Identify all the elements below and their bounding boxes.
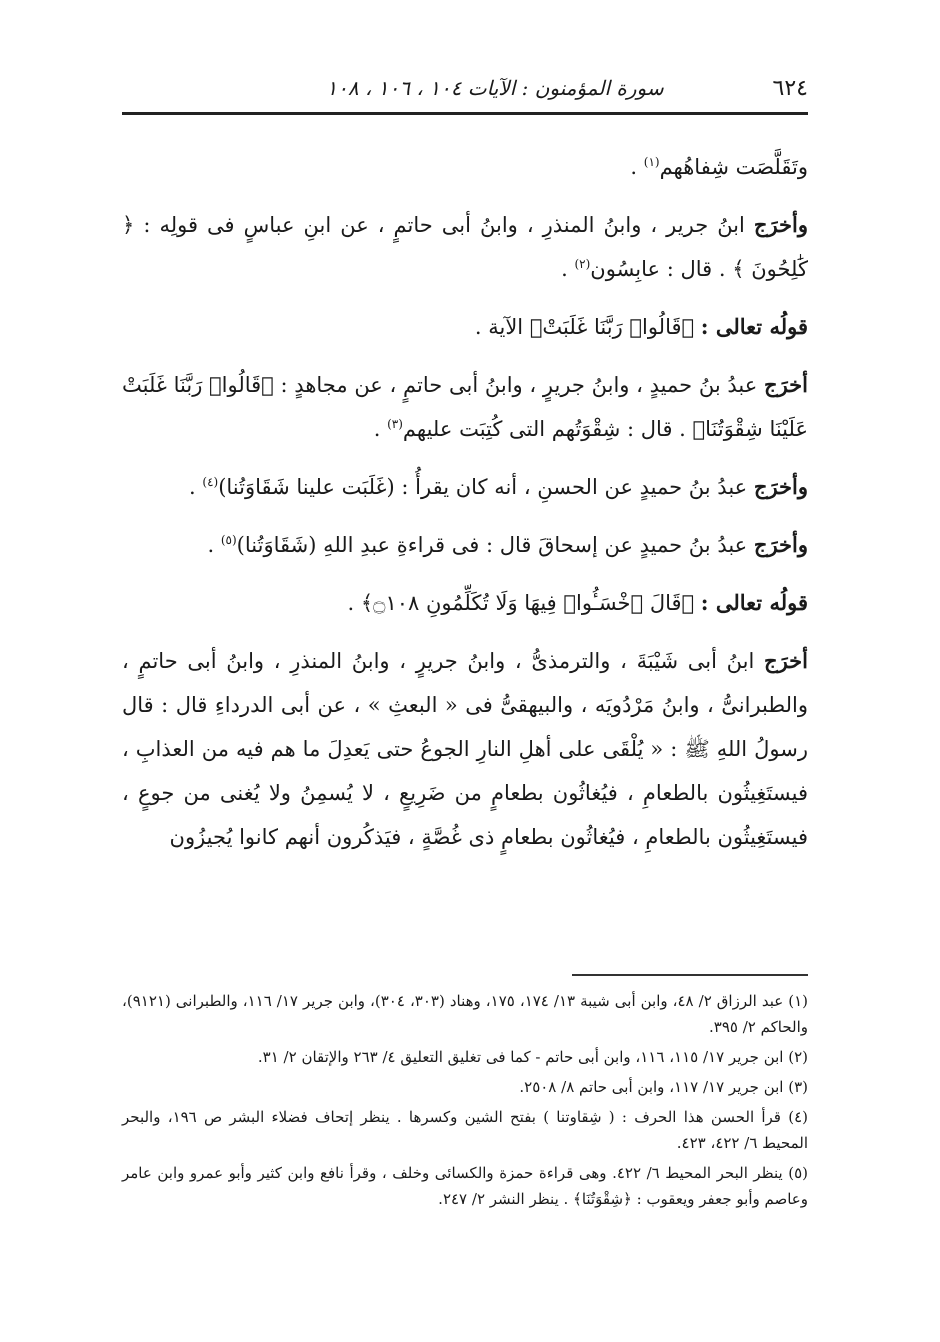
footnote: (٣) ابن جرير ١٧/ ١١٧، وابن أبى حاتم ٨/ ٢٥٠٨. bbox=[519, 1078, 808, 1096]
paragraph: أخرَج عبدُ بنُ حميدٍ ، وابنُ جريرٍ ، وابنُ أبى حاتمٍ ، عن مجاهدٍ : ﴿قَالُوا۟ رَبَّنَا غَلَبَتْ عَلَيْنَا شِقْوَتُنَا﴾ . قال : شِقْوَتُهم التى كُتِبَت عليهم$^{(٣)}$ . bbox=[122, 372, 808, 441]
footnote-ref: (٢) bbox=[574, 257, 591, 271]
footnote: (١) عبد الرزاق ٢/ ٤٨، وابن أبى شيبة ١٣/ ١٧٤، ١٧٥، وهناد (٣٠٣، ٣٠٤)، وابن جرير ١٧/ ١١٦، والطبرانى (٩١٢١)، والحاكم ٢/ ٣٩٥. bbox=[122, 992, 809, 1036]
paragraph: وأخرَج ابنُ جرير ، وابنُ المنذرِ ، وابنُ أبى حاتمٍ ، عن ابنِ عباسٍ فى قولِه : ﴿ كَٰلِحُونَ ﴾ . قال : عابِسُون$^{(٢)}$ . bbox=[122, 212, 808, 281]
paragraph: وأخرَج عبدُ بنُ حميدٍ عن إسحاقَ قال : فى قراءةِ عبدِ اللهِ (شَقَاوَتُنا)$^{(٥)}$ . bbox=[207, 532, 808, 557]
footnote: (٢) ابن جرير ١٧/ ١١٥، ١١٦، وابن أبى حاتم - كما فى تغليق التعليق ٤/ ٢٦٣ والإتقان ٢/ ٣١. bbox=[257, 1048, 808, 1066]
quran-quote: ﴿ كَٰلِحُونَ ﴾ bbox=[122, 213, 808, 281]
quran-quote: ﴿قَالُوا۟ رَبَّنَا غَلَبَتْ عَلَيْنَا شِقْوَتُنَا﴾ bbox=[122, 373, 808, 441]
footnote: (٤) قرأ الحسن هذا الحرف : ( شِقاوتنا ) بفتح الشين وكسرها . ينظر إتحاف فضلاء البشر ص ١٩٦، والبحر المحيط ٦/ ٤٢٢، ٤٢٣. bbox=[122, 1108, 809, 1152]
main-text bbox=[122, 145, 808, 859]
footnote-ref: (١) bbox=[643, 155, 660, 169]
footnote: (٥) ينظر البحر المحيط ٦/ ٤٢٢. وهى قراءة حمزة والكسائى وخلف ، وقرأ نافع وابن كثير وأبو عمرو وابن عامر وعاصم وأبو جعفر ويعقوب : ﴿شِقْوَتُنَا﴾ . ينظر النشر ٢/ ٢٤٧. bbox=[122, 1164, 808, 1208]
running-title: سورة المؤمنون : الآيات ١٠٤ ، ١٠٦ ، ١٠٨ bbox=[326, 76, 664, 100]
page-number: ٦٢٤ bbox=[772, 76, 808, 101]
paragraph: وتَقَلَّصَت شِفاهُهم$^{(١)}$ . bbox=[630, 155, 808, 179]
footnote-divider bbox=[572, 974, 808, 976]
quran-quote: ﴿قَالَ ٱخْسَـُٔوا۟ فِيهَا وَلَا تُكَلِّمُونِ ۝١٠٨﴾ bbox=[360, 591, 701, 615]
page-header bbox=[122, 60, 808, 115]
book-page bbox=[122, 60, 808, 1280]
footnote-ref: (٣) bbox=[387, 417, 403, 431]
footnote-ref: (٥) bbox=[220, 533, 237, 547]
paragraph: أخرَج ابنُ أبى شَيْبَةَ ، والترمذىُّ ، وابنُ جريرٍ ، وابنُ المنذرِ ، وابنُ أبى حاتمٍ ، والطبرانىُّ ، وابنُ مَرْدُويَه ، والبيهقىُّ فى « البعثِ » ، عن أبى الدرداءِ قال : قال رسولُ اللهِ ﷺ : « يُلْقَى على أهلِ النارِ الجوعُ حتى يَعدِلَ ما هم فيه من العذابِ ، فيستَغِيثُون بالطعامِ ، فيُغاثُون بطعامٍ من ضَرِيعٍ ، لا يُسمِنُ ولا يُغنى من جوعٍ ، فيستَغِيثُون بالطعامِ ، فيُغاثُون بطعامٍ ذى غُصَّةٍ ، فيَذكُرون أنهم كانوا يُجيزُون bbox=[122, 648, 808, 849]
verse-heading: قولُه تعالى : ﴿قَالُوا۟ رَبَّنَا غَلَبَتْ﴾ الآية . bbox=[474, 314, 808, 339]
paragraph: وأخرَج عبدُ بنُ حميدٍ عن الحسنِ ، أنه كان يقرأُ : (غَلَبَت علينا شَقَاوَتُنا)$^{(٤)}$ . bbox=[189, 474, 808, 499]
quran-quote: ﴿قَالُوا۟ رَبَّنَا غَلَبَتْ﴾ bbox=[529, 315, 701, 339]
footnote-ref: (٤) bbox=[202, 475, 219, 489]
footnotes bbox=[122, 988, 808, 1216]
verse-heading: قولُه تعالى : ﴿قَالَ ٱخْسَـُٔوا۟ فِيهَا وَلَا تُكَلِّمُونِ ۝١٠٨﴾ . bbox=[347, 590, 808, 615]
